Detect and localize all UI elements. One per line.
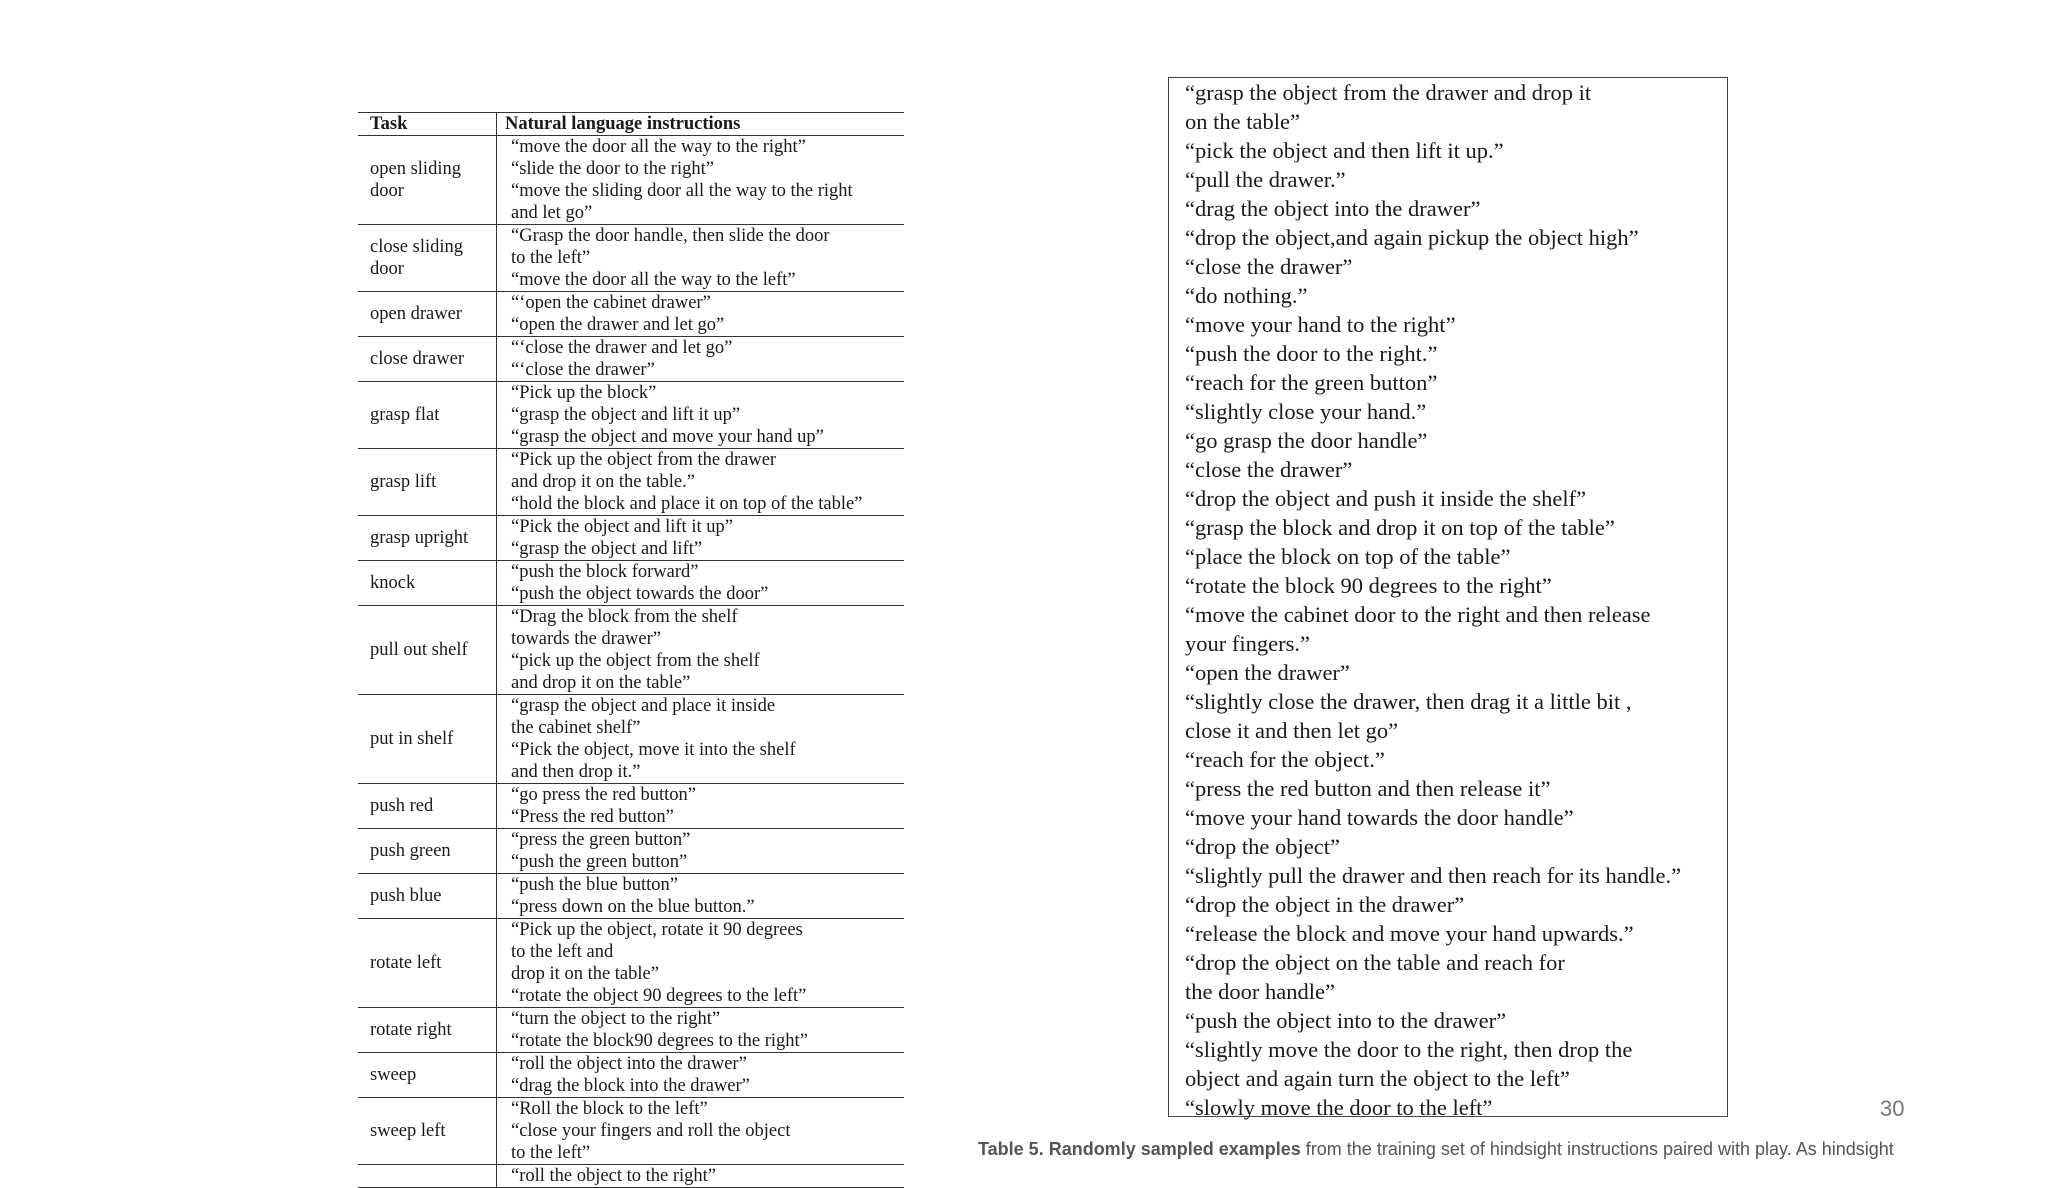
caption-bold: Table 5. Randomly sampled examples xyxy=(978,1139,1301,1159)
hindsight-line: “press the red button and then release it” xyxy=(1185,776,1551,801)
task-instructions xyxy=(497,382,905,449)
instruction-line: “‘close the drawer and let go” xyxy=(511,338,733,358)
hindsight-line: “pick the object and then lift it up.” xyxy=(1185,138,1504,163)
task-name-line: rotate left xyxy=(370,953,442,973)
hindsight-line: “close the drawer” xyxy=(1185,254,1353,279)
task-name-line: grasp lift xyxy=(370,472,437,492)
instruction-line: to the left” xyxy=(511,248,591,268)
hindsight-line: “drop the object,and again pickup the object high” xyxy=(1185,225,1639,250)
instruction-line: “open the drawer and let go” xyxy=(511,315,725,335)
instruction-line: “push the blue button” xyxy=(511,875,678,895)
task-name-line: door xyxy=(370,181,404,201)
instruction-line: “Grasp the door handle, then slide the door xyxy=(511,226,830,246)
hindsight-line: “go grasp the door handle” xyxy=(1185,428,1428,453)
hindsight-line: “close the drawer” xyxy=(1185,457,1353,482)
table-row xyxy=(358,784,904,829)
task-name xyxy=(358,382,497,449)
task-name-line: close sliding xyxy=(370,237,464,257)
header-instructions: Natural language instructions xyxy=(497,113,905,136)
caption-text: from the training set of hindsight instructions paired with play. As hindsight xyxy=(1300,1139,1894,1159)
hindsight-line: “slightly pull the drawer and then reach for its handle.” xyxy=(1185,863,1682,888)
task-instructions xyxy=(497,829,905,874)
task-instructions xyxy=(497,919,905,1008)
instruction-line: and let go” xyxy=(511,203,593,223)
hindsight-line: “move your hand towards the door handle” xyxy=(1185,805,1574,830)
task-name-line: open sliding xyxy=(370,159,461,179)
instruction-line: “go press the red button” xyxy=(511,785,696,805)
instruction-line: “move the door all the way to the right” xyxy=(511,137,806,157)
hindsight-line: “push the door to the right.” xyxy=(1185,341,1438,366)
instruction-line: to the left” xyxy=(511,1143,591,1163)
task-instructions xyxy=(497,561,905,606)
instruction-line: to the left and xyxy=(511,942,614,962)
task-instructions xyxy=(497,516,905,561)
task-instructions xyxy=(497,1165,905,1188)
task-name-line: sweep xyxy=(370,1065,417,1085)
task-name-line: door xyxy=(370,259,404,279)
hindsight-line: close it and then let go” xyxy=(1185,718,1399,743)
table-row xyxy=(358,561,904,606)
task-instructions xyxy=(497,874,905,919)
task-name xyxy=(358,136,497,225)
task-instructions xyxy=(497,292,905,337)
task-instructions xyxy=(497,1098,905,1165)
hindsight-line: “drop the object and push it inside the shelf” xyxy=(1185,486,1587,511)
task-name xyxy=(358,829,497,874)
table-row xyxy=(358,1098,904,1165)
hindsight-line: “slowly move the door to the left” xyxy=(1185,1095,1493,1120)
hindsight-line: “reach for the object.” xyxy=(1185,747,1385,772)
hindsight-line: “slightly close your hand.” xyxy=(1185,399,1427,424)
table-row xyxy=(358,606,904,695)
instruction-line: “grasp the object and place it inside xyxy=(511,696,776,716)
task-instructions xyxy=(497,225,905,292)
hindsight-instructions-box xyxy=(1168,77,1728,1120)
task-name-line: push blue xyxy=(370,886,442,906)
instruction-line: “rotate the block90 degrees to the right” xyxy=(511,1031,808,1051)
task-name xyxy=(358,1008,497,1053)
table-row xyxy=(358,829,904,874)
hindsight-line: “drag the object into the drawer” xyxy=(1185,196,1481,221)
table-row xyxy=(358,449,904,516)
instruction-line: “Pick up the object, rotate it 90 degrees xyxy=(511,920,803,940)
instruction-line: and drop it on the table” xyxy=(511,673,691,693)
instruction-line: and drop it on the table.” xyxy=(511,472,695,492)
table-row xyxy=(358,1165,904,1188)
hindsight-line: “pull the drawer.” xyxy=(1185,167,1346,192)
instruction-line: “Pick the object and lift it up” xyxy=(511,517,733,537)
task-instructions xyxy=(497,136,905,225)
page-number: 30 xyxy=(1880,1096,1905,1121)
instruction-line: “grasp the object and move your hand up” xyxy=(511,427,824,447)
instruction-line: and then drop it.” xyxy=(511,762,641,782)
task-name-line: push green xyxy=(370,841,451,861)
instruction-line: “hold the block and place it on top of the table” xyxy=(511,494,863,514)
instruction-line: towards the drawer” xyxy=(511,629,661,649)
task-name xyxy=(358,561,497,606)
hindsight-line: “release the block and move your hand upwards.” xyxy=(1185,921,1634,946)
table-row xyxy=(358,292,904,337)
hindsight-line: “rotate the block 90 degrees to the right” xyxy=(1185,573,1552,598)
instruction-line: “Drag the block from the shelf xyxy=(511,607,738,627)
table-row xyxy=(358,695,904,784)
table-row xyxy=(358,382,904,449)
instruction-line: the cabinet shelf” xyxy=(511,718,641,738)
hindsight-line: “move your hand to the right” xyxy=(1185,312,1456,337)
instruction-line: “Pick up the object from the drawer xyxy=(511,450,777,470)
hindsight-line: “slightly close the drawer, then drag it a little bit , xyxy=(1185,689,1632,714)
task-instructions xyxy=(497,337,905,382)
hindsight-line: “drop the object in the drawer” xyxy=(1185,892,1465,917)
table-caption xyxy=(978,1138,1894,1160)
task-name xyxy=(358,516,497,561)
instruction-line: “Pick up the block” xyxy=(511,383,657,403)
instruction-line: “roll the object into the drawer” xyxy=(511,1054,747,1074)
hindsight-line: object and again turn the object to the left” xyxy=(1185,1066,1570,1091)
task-name xyxy=(358,606,497,695)
task-name-line: pull out shelf xyxy=(370,640,468,660)
table-row xyxy=(358,337,904,382)
hindsight-line: “do nothing.” xyxy=(1185,283,1308,308)
header-task: Task xyxy=(358,113,497,136)
instruction-line: “rotate the object 90 degrees to the left” xyxy=(511,986,807,1006)
hindsight-line: “drop the object on the table and reach for xyxy=(1185,950,1565,975)
hindsight-line: “place the block on top of the table” xyxy=(1185,544,1511,569)
instruction-line: “drag the block into the drawer” xyxy=(511,1076,750,1096)
task-name xyxy=(358,1098,497,1165)
task-instructions xyxy=(497,606,905,695)
task-instructions xyxy=(497,784,905,829)
hindsight-line: “reach for the green button” xyxy=(1185,370,1438,395)
hindsight-line: “push the object into to the drawer” xyxy=(1185,1008,1507,1033)
hindsight-line: “grasp the block and drop it on top of the table” xyxy=(1185,515,1615,540)
instruction-line: “press down on the blue button.” xyxy=(511,897,755,917)
hindsight-line: on the table” xyxy=(1185,109,1300,134)
instruction-line: “‘open the cabinet drawer” xyxy=(511,293,711,313)
instruction-line: “Pick the object, move it into the shelf xyxy=(511,740,796,760)
table-body xyxy=(358,136,904,1188)
task-instructions xyxy=(497,1053,905,1098)
table-row xyxy=(358,919,904,1008)
hindsight-line: “grasp the object from the drawer and drop it xyxy=(1185,80,1592,105)
task-name-line: rotate right xyxy=(370,1020,452,1040)
hindsight-line: “open the drawer” xyxy=(1185,660,1350,685)
task-name xyxy=(358,874,497,919)
hindsight-line: “slightly move the door to the right, then drop the xyxy=(1185,1037,1633,1062)
task-name xyxy=(358,695,497,784)
task-name-line: close drawer xyxy=(370,349,464,369)
task-name xyxy=(358,1165,497,1188)
task-instruction-table xyxy=(358,112,904,1188)
table-row xyxy=(358,225,904,292)
task-name xyxy=(358,784,497,829)
instruction-line: “slide the door to the right” xyxy=(511,159,714,179)
instruction-line: drop it on the table” xyxy=(511,964,659,984)
hindsight-line: “drop the object” xyxy=(1185,834,1340,859)
instruction-line: “Press the red button” xyxy=(511,807,674,827)
instruction-line: “Roll the block to the left” xyxy=(511,1099,708,1119)
task-name xyxy=(358,337,497,382)
instruction-line: “roll the object to the right” xyxy=(511,1166,716,1186)
task-name xyxy=(358,919,497,1008)
instruction-line: “push the block forward” xyxy=(511,562,699,582)
instruction-line: “turn the object to the right” xyxy=(511,1009,721,1029)
hindsight-line: your fingers.” xyxy=(1185,631,1310,656)
task-name-line: grasp upright xyxy=(370,528,469,548)
instruction-line: “move the door all the way to the left” xyxy=(511,270,796,290)
task-name xyxy=(358,449,497,516)
task-instructions xyxy=(497,449,905,516)
task-instructions xyxy=(497,1008,905,1053)
table-row xyxy=(358,1053,904,1098)
instruction-line: “grasp the object and lift it up” xyxy=(511,405,741,425)
instruction-line: “move the sliding door all the way to the right xyxy=(511,181,853,201)
task-name-line: open drawer xyxy=(370,304,462,324)
task-name-line: push red xyxy=(370,796,434,816)
table-row xyxy=(358,874,904,919)
instruction-line: “grasp the object and lift” xyxy=(511,539,703,559)
task-name xyxy=(358,292,497,337)
task-instructions xyxy=(497,695,905,784)
task-name xyxy=(358,225,497,292)
task-name-line: grasp flat xyxy=(370,405,440,425)
task-name-line: knock xyxy=(370,573,416,593)
instruction-line: “‘close the drawer” xyxy=(511,360,655,380)
instruction-line: “push the object towards the door” xyxy=(511,584,769,604)
table-row xyxy=(358,1008,904,1053)
instruction-line: “push the green button” xyxy=(511,852,688,872)
task-name-line: put in shelf xyxy=(370,729,454,749)
table-row xyxy=(358,516,904,561)
instruction-line: “pick up the object from the shelf xyxy=(511,651,760,671)
task-name xyxy=(358,1053,497,1098)
task-name-line: sweep left xyxy=(370,1121,446,1141)
hindsight-line: “move the cabinet door to the right and then release xyxy=(1185,602,1651,627)
instruction-line: “close your fingers and roll the object xyxy=(511,1121,791,1141)
table-header-row xyxy=(358,113,904,136)
table-row xyxy=(358,136,904,225)
hindsight-line: the door handle” xyxy=(1185,979,1335,1004)
instruction-line: “press the green button” xyxy=(511,830,691,850)
